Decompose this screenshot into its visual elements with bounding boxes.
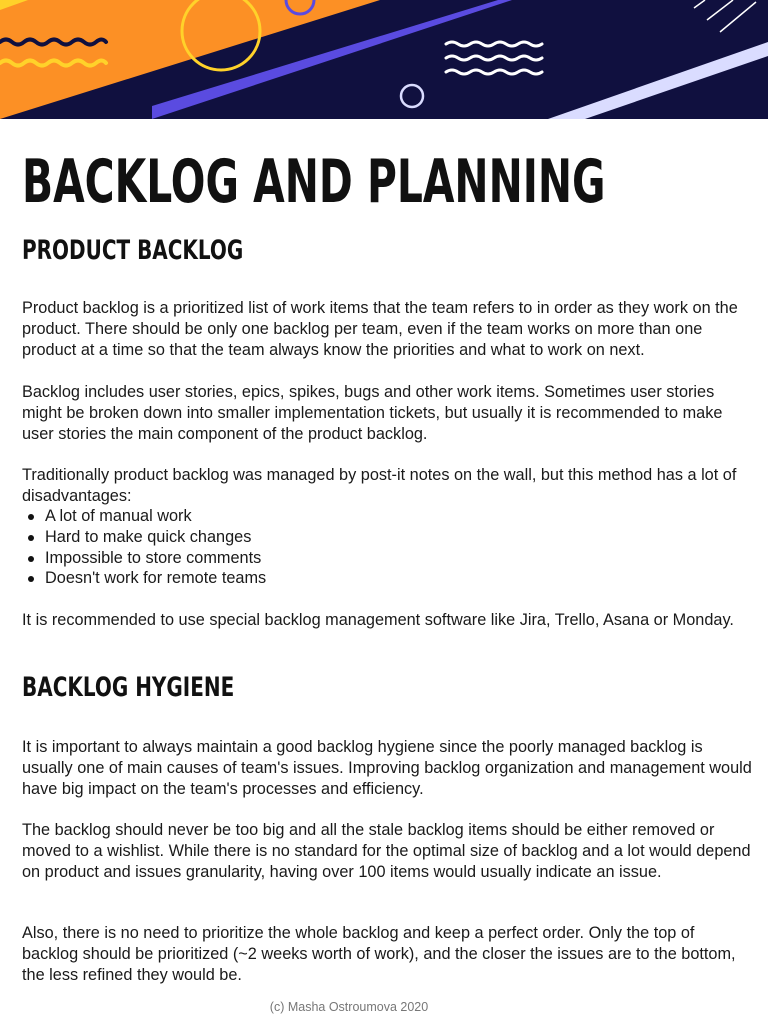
list-item: Hard to make quick changes [22, 527, 722, 548]
backlog-hygiene-paragraph-3: Also, there is no need to prioritize the whole backlog and keep a perfect order. Only the top of backlog should be prioritized (~2 weeks worth of work), and the closer the issues are to the bottom, the less refined they would be. [22, 924, 736, 984]
product-backlog-paragraph-2: Backlog includes user stories, epics, spikes, bugs and other work items. Sometimes user stories might be broken down into smaller implementation tickets, but usually it is recommended to make user stories the main component of the product backlog. [22, 383, 723, 443]
section-heading-backlog-hygiene: BACKLOG HYGIENE [22, 672, 235, 703]
backlog-hygiene-paragraph-1: It is important to always maintain a good backlog hygiene since the poorly managed backlog is usually one of main causes of team's issues. Improving backlog organization and management would have big impact on the team's processes and efficiency. [22, 738, 752, 798]
product-backlog-closing-paragraph: It is recommended to use special backlog management software like Jira, Trello, Asana or Monday. [22, 611, 734, 629]
banner-artwork [0, 0, 768, 119]
page-title: BACKLOG AND PLANNING [22, 147, 606, 217]
product-backlog-paragraph-1: Product backlog is a prioritized list of work items that the team refers to in order as they work on the product. There should be only one backlog per team, even if the team works on more than one product at a time so that the team always know the priorities and what to work on next. [22, 299, 738, 359]
list-item: Doesn't work for remote teams [22, 568, 722, 589]
product-backlog-paragraph-3: Traditionally product backlog was managed by post-it notes on the wall, but this method has a lot of disadvantages: [22, 466, 737, 505]
backlog-hygiene-paragraph-2: The backlog should never be too big and all the stale backlog items should be either removed or moved to a wishlist. While there is no standard for the optimal size of backlog and a lot would depend on product and issues granularity, having over 100 items would usually indicate an issue. [22, 821, 751, 881]
list-item: Impossible to store comments [22, 548, 722, 569]
list-item: A lot of manual work [22, 506, 722, 527]
disadvantages-list [22, 506, 722, 589]
decorative-banner [0, 0, 768, 119]
section-heading-product-backlog: PRODUCT BACKLOG [22, 235, 244, 266]
copyright-footer: (c) Masha Ostroumova 2020 [269, 1000, 429, 1014]
